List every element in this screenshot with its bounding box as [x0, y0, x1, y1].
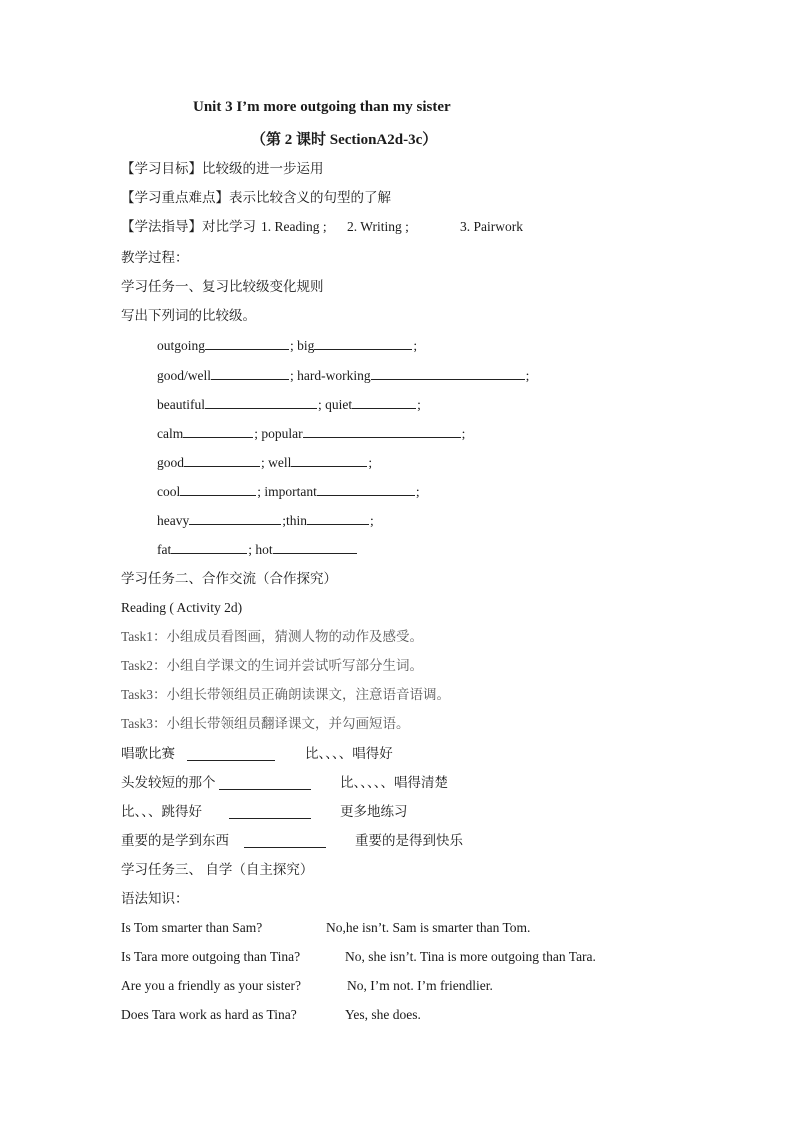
answer-blank[interactable]: [303, 424, 461, 438]
phrase-right: 比、、、、、唱得清楚: [340, 775, 448, 790]
key-points: 【学习重点难点】表示比较含义的句型的了解: [121, 190, 391, 205]
word-label: good/well: [157, 368, 211, 383]
word-label: fat: [157, 542, 172, 557]
answer-blank[interactable]: [314, 336, 412, 350]
row-end: ;: [417, 397, 421, 412]
grammar-answer: No,he isn’t. Sam is smarter than Tom.: [326, 920, 531, 935]
phrase-left: 比、、、跳得好: [121, 804, 202, 819]
word-label: ; hard-working: [290, 368, 371, 383]
grammar-question: Does Tara work as hard as Tina?: [121, 1007, 297, 1022]
row-end: ;: [415, 484, 420, 499]
grammar-label: 语法知识：: [121, 891, 189, 906]
word-row: [157, 366, 529, 385]
answer-blank[interactable]: [229, 805, 311, 819]
row-end: ;: [368, 455, 373, 470]
answer-blank[interactable]: [244, 834, 326, 848]
row-end: ;: [461, 426, 466, 441]
word-row: [157, 336, 417, 355]
answer-blank[interactable]: [205, 336, 289, 350]
word-row: [157, 424, 465, 443]
method-item-pairwork: 3. Pairwork: [460, 219, 523, 234]
word-label: ; big: [290, 338, 315, 353]
answer-blank[interactable]: [273, 540, 357, 554]
row-end: ;: [413, 338, 418, 353]
word-label: heavy: [157, 513, 190, 528]
answer-blank[interactable]: [187, 747, 275, 761]
phrase-right: 重要的是得到快乐: [355, 833, 463, 848]
word-label: outgoing: [157, 338, 206, 353]
row-end: ;: [525, 368, 530, 383]
task1-instruction: 写出下列词的比较级。: [121, 308, 256, 323]
phrase-left: 重要的是学到东西: [121, 833, 229, 848]
word-row: [157, 453, 372, 472]
answer-blank[interactable]: [307, 511, 369, 525]
answer-blank[interactable]: [219, 776, 311, 790]
word-label: good: [157, 455, 184, 470]
word-label: ; hot: [248, 542, 273, 557]
word-label: ; well: [261, 455, 292, 470]
page-subtitle: （第 2 课时 SectionA2d-3c）: [251, 132, 438, 148]
method-item-reading: 1. Reading ;: [261, 219, 327, 234]
answer-blank[interactable]: [352, 395, 416, 409]
method-guide-label: 【学法指导】对比学习: [121, 219, 256, 234]
grammar-answer: No, she isn’t. Tina is more outgoing than Tara.: [345, 949, 596, 964]
phrase-row: [121, 803, 408, 821]
word-row: [157, 395, 421, 414]
grammar-question: Are you a friendly as your sister?: [121, 978, 301, 993]
word-label: ; quiet: [317, 397, 353, 412]
word-label: ;thin: [282, 513, 307, 528]
phrase-left: 唱歌比赛: [121, 746, 175, 761]
task1-heading: 学习任务一、复习比较级变化规则: [121, 279, 324, 294]
phrase-right: 比、、、、唱得好: [305, 746, 393, 761]
word-label: cool: [157, 484, 181, 499]
word-label: calm: [157, 426, 184, 441]
task-item: Task1：小组成员看图画，猜测人物的动作及感受。: [121, 629, 424, 644]
answer-blank[interactable]: [211, 366, 289, 380]
answer-blank[interactable]: [205, 395, 317, 409]
answer-blank[interactable]: [180, 482, 256, 496]
grammar-question: Is Tara more outgoing than Tina?: [121, 949, 301, 964]
word-row: [157, 511, 374, 530]
word-row: [157, 540, 358, 559]
reading-label: Reading ( Activity 2d): [121, 600, 243, 615]
task-item: Task3：小组长带领组员正确朗读课文，注意语音语调。: [121, 687, 451, 702]
grammar-answer: No, I’m not. I’m friendlier.: [347, 978, 493, 993]
word-label: ; important: [257, 484, 317, 499]
grammar-row: [121, 919, 531, 937]
method-item-writing: 2. Writing ;: [347, 219, 409, 234]
grammar-question: Is Tom smarter than Sam?: [121, 920, 263, 935]
grammar-row: [121, 948, 596, 966]
grammar-answer: Yes, she does.: [345, 1007, 421, 1022]
word-row: [157, 482, 420, 501]
phrase-row: [121, 745, 393, 763]
grammar-row: [121, 1006, 421, 1024]
page-title: Unit 3 I’m more outgoing than my sister: [193, 99, 451, 115]
task2-heading: 学习任务二、合作交流（合作探究）: [121, 571, 337, 586]
answer-blank[interactable]: [291, 453, 367, 467]
learning-goal: 【学习目标】比较级的进一步运用: [121, 161, 324, 176]
task3-heading: 学习任务三、 自学（自主探究）: [121, 862, 314, 877]
row-end: ;: [370, 513, 374, 528]
answer-blank[interactable]: [183, 424, 253, 438]
process-label: 教学过程：: [121, 250, 189, 265]
task-item: Task2：小组自学课文的生词并尝试听写部分生词。: [121, 658, 424, 673]
method-guide: [121, 218, 523, 236]
phrase-row: [121, 832, 463, 850]
answer-blank[interactable]: [189, 511, 281, 525]
answer-blank[interactable]: [171, 540, 247, 554]
phrase-row: [121, 774, 448, 792]
answer-blank[interactable]: [317, 482, 415, 496]
grammar-row: [121, 977, 493, 995]
word-label: beautiful: [157, 397, 205, 412]
word-label: ; popular: [254, 426, 303, 441]
answer-blank[interactable]: [371, 366, 525, 380]
phrase-right: 更多地练习: [340, 804, 408, 819]
phrase-left: 头发较短的那个: [121, 775, 216, 790]
task-item: Task3：小组长带领组员翻译课文，并勾画短语。: [121, 716, 410, 731]
answer-blank[interactable]: [184, 453, 260, 467]
